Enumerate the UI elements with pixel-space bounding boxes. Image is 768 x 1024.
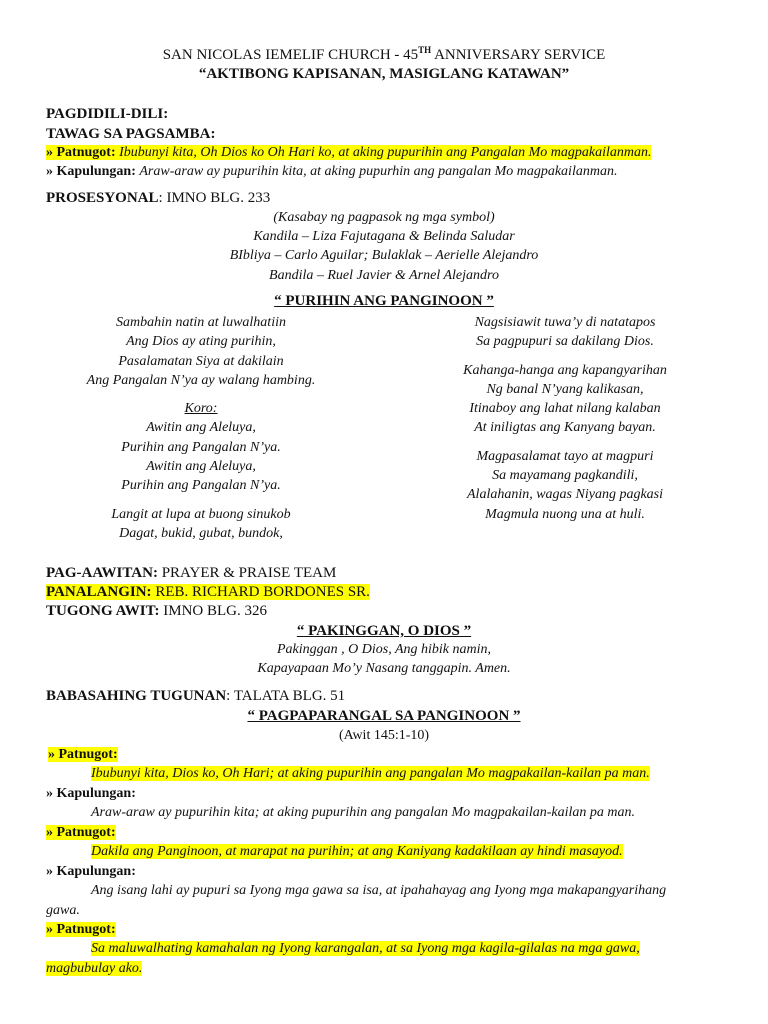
koro-line: Awitin ang Aleluya, [146, 420, 256, 436]
babasahin-reference: (Awit 145:1-10) [338, 728, 430, 743]
hymn-line: Nagsisiawit tuwa’y di natatapos [474, 315, 656, 330]
babasahin-line [46, 688, 345, 705]
hymn-line: Kahanga-hanga ang kapangyarihan [463, 362, 667, 378]
reading-text-4a: Ang isang lahi ay pupuri sa Iyong mga gawa sa isa, at ipahahayag ang Iyong mga makapangyarihang [91, 883, 667, 898]
reading-kapulungan-2 [46, 864, 136, 880]
tugong-awit-line-2: Kapayapaan Mo’y Nasang tanggapin. Amen. [257, 661, 511, 676]
hymn-line: Magpasalamat tayo at magpuri [476, 448, 654, 464]
koro-line: Purihin ang Pangalan N’ya. [121, 478, 281, 494]
hymn-line: Itinaboy ang lahat nilang kalaban [469, 401, 661, 417]
reading-kapulungan-1 [46, 786, 136, 802]
hymn-line: Ang Pangalan N’ya ay walang hambing. [86, 372, 316, 388]
tugong-awit-label: TUGONG AWIT: [46, 603, 160, 619]
hymn-line: Alalahanin, wagas Niyang pagkasi [467, 487, 663, 503]
hymn-line: Sa pagpupuri sa dakilang Dios. [476, 334, 654, 350]
reading-text-5a-content: Sa maluwalhating kamahalan ng Iyong karangalan, at sa Iyong mga kagila-gilalas na mga gawa, [91, 941, 640, 956]
patnugot-label: » Patnugot: [46, 145, 116, 160]
hymn-line: At iniligtas ang Kanyang bayan. [474, 420, 656, 436]
patnugot-call [46, 145, 651, 161]
reading-patnugot-2 [46, 825, 116, 841]
header-title [0, 45, 768, 64]
reading-text-5b [46, 961, 142, 977]
babasahin-title: “ PAGPAPARANGAL SA PANGINOON ” [247, 708, 521, 724]
tugong-awit-value: IMNO BLG. 326 [159, 603, 267, 619]
kapulungan-text: Araw-araw ay pupurihin kita, at aking pupurhin ang pangalan Mo magpakailanman. [139, 164, 618, 179]
kapulungan-label: » Kapulungan: [46, 164, 136, 179]
tawag-heading: TAWAG SA PAGSAMBA: [46, 126, 216, 142]
babasahin-label: BABASAHING TUGUNAN [46, 688, 227, 704]
title-superscript: TH [418, 45, 432, 55]
procession-flag: Bandila – Ruel Javier & Arnel Alejandro [269, 268, 499, 283]
prosesyonal-value: : IMNO BLG. 233 [158, 190, 271, 206]
reading-patnugot-1 [48, 747, 118, 763]
hymn-right-column [410, 313, 720, 524]
reading-text-5b-content: magbubulay ako. [46, 961, 143, 976]
hymn-line: Sambahin natin at luwalhatiin [116, 315, 286, 330]
patnugot-label: » Patnugot: [46, 922, 116, 937]
prosesyonal-line [46, 190, 270, 207]
panalangin-value: REB. RICHARD BORDONES SR. [151, 584, 370, 600]
patnugot-text: Ibubunyi kita, Oh Dios ko Oh Hari ko, at aking pupurihin ang Pangalan Mo magpakailanman. [119, 145, 652, 160]
procession-bible: BIbliya – Carlo Aguilar; Bulaklak – Aerielle Alejandro [229, 248, 539, 263]
pagaawitan-value: PRAYER & PRAISE TEAM [157, 565, 337, 581]
hymn-line: Ang Dios ay ating purihin, [126, 334, 276, 350]
patnugot-label: » Patnugot: [48, 747, 118, 762]
panalangin-line [46, 584, 370, 601]
pagaawitan-label: PAG-AAWITAN: [46, 565, 158, 581]
kapulungan-label: » Kapulungan: [46, 786, 136, 801]
procession-candle: Kandila – Liza Fajutagana & Belinda Saludar [253, 229, 515, 244]
tugong-awit-title: “ PAKINGGAN, O DIOS ” [296, 623, 472, 639]
hymn-line: Pasalamatan Siya at dakilain [118, 353, 284, 369]
reading-text-1-content: Ibubunyi kita, Dios ko, Oh Hari; at aking pupurihin ang pangalan Mo magpakailan-kailan pa man. [91, 766, 650, 781]
hymn-line: Dagat, bukid, gubat, bundok, [119, 525, 283, 541]
tugong-awit-line [46, 603, 267, 620]
hymn-title: “ PURIHIN ANG PANGINOON ” [274, 293, 494, 309]
panalangin-label: PANALANGIN: [46, 584, 152, 600]
pagdidili-heading: PAGDIDILI-DILI: [46, 106, 169, 122]
hymn-line: Ng banal N’yang kalikasan, [486, 381, 644, 397]
pagaawitan-line [46, 565, 336, 582]
babasahin-value: : TALATA BLG. 51 [226, 688, 346, 704]
reading-text-1 [91, 766, 650, 782]
koro-line: Awitin ang Aleluya, [146, 459, 256, 475]
prosesyonal-label: PROSESYONAL [46, 190, 159, 206]
reading-text-2: Araw-araw ay pupurihin kita; at aking pupurihin ang pangalan Mo magpakailan-kailan pa man. [91, 805, 636, 820]
hymn-line: Magmula nuong una at huli. [485, 506, 645, 522]
hymn-line: Langit at lupa at buong sinukob [111, 506, 291, 522]
hymn-left-column [46, 313, 356, 543]
reading-text-3-content: Dakila ang Panginoon, at marapat na purihin; at ang Kaniyang kadakilaan ay hindi masayod. [91, 844, 623, 859]
reading-text-3 [91, 844, 623, 860]
reading-patnugot-3 [46, 922, 116, 938]
kapulungan-label: » Kapulungan: [46, 864, 136, 879]
kapulungan-response [46, 164, 617, 180]
prosesyonal-note: (Kasabay ng pagpasok ng mga symbol) [273, 210, 495, 225]
reading-text-5a [91, 941, 640, 957]
patnugot-label: » Patnugot: [46, 825, 116, 840]
title-prefix: SAN NICOLAS IEMELIF CHURCH - 45 [162, 47, 419, 63]
theme-title: “AKTIBONG KAPISANAN, MASIGLANG KATAWAN” [198, 66, 570, 82]
koro-label: Koro: [184, 401, 218, 417]
hymn-line: Sa mayamang pagkandili, [492, 468, 638, 484]
tugong-awit-line-1: Pakinggan , O Dios, Ang hibik namin, [276, 642, 491, 657]
title-suffix: ANNIVERSARY SERVICE [431, 47, 606, 63]
koro-line: Purihin ang Pangalan N’ya. [121, 439, 281, 455]
reading-text-4b: gawa. [46, 903, 80, 918]
